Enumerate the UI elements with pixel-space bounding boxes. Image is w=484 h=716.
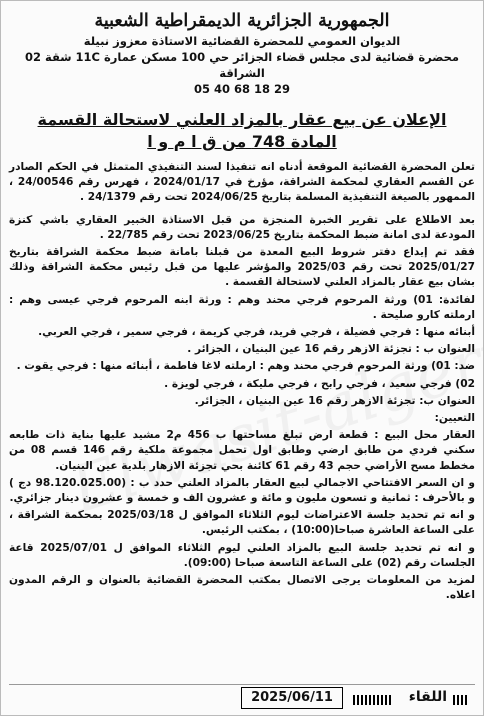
publication-date: 2025/06/11 xyxy=(241,687,343,709)
paragraph-property-description: العقار محل البيع : قطعة ارض تبلغ مساحتها ب 456 م2 مشيد عليها بناية ذات طابعه سكني فردي من طابق ارضي وطابق اول تحمل مجموعة ملكية رقم 146 قسم 08 من مخطط مسح الأراضي حجم 43 رقم 61 كائنة بحي تجزئة الازهار بلدية عين البنيان. xyxy=(9,429,475,472)
bailiff-address: محضرة قضائية لدى مجلس قضاء الجزائر حي 100 مسكن عمارة 11C شقة 02 الشراقة xyxy=(24,50,460,80)
paragraph-defendants-2: 02) فرجي سعيد ، فرجي رابح ، فرجي مليكة ، فرجي لويزة . xyxy=(164,377,475,390)
paragraph-designation-label: التعيين: xyxy=(434,412,475,425)
notice-header xyxy=(1,1,483,97)
decorative-bars xyxy=(453,695,469,705)
notice-footer xyxy=(9,684,475,709)
paragraph-defendants-address: العنوان ب: تجزئة الازهر رقم 16 عين البنيان ، الجزائر. xyxy=(194,394,475,407)
paragraph-opening-price: و ان السعر الافتتاحي الاجمالي لبيع العقار بالمزاد العلني حدد ب : (98.120.025.00 دج ) و بالأحرف : ثمانية و تسعون مليون و مائة و عشرون الف و خمسة و عشرون دينار جزائري. xyxy=(9,476,475,505)
paragraph-beneficiaries: لفائدة: 01) ورثة المرحوم فرجي محند وهم : ورثة ابنه المرحوم فرجي عيسى وهم : ارملته كارو صليحة . xyxy=(9,293,476,321)
decorative-bars xyxy=(353,695,393,705)
paragraph-contact-info: لمزيد من المعلومات يرجى الاتصال بمكتب المحضرة القضائية بالعنوان و الرقم المدون اعلاه. xyxy=(9,574,475,602)
bailiff-phone: 05 40 68 18 29 xyxy=(193,82,291,96)
announcement-title-line1: الإعلان عن بيع عقار بالمزاد العلني لاستحالة القسمة xyxy=(37,110,447,129)
paragraph-auction-session: و انه تم تحديد جلسة البيع بالمزاد العلني ليوم الثلاثاء الموافق ل 2025/07/01 قاعة الجلسات رقم (02) على الساعة التاسعة صباحا (09:00). xyxy=(9,541,475,569)
republic-title: الجمهورية الجزائرية الديمقراطية الشعبية xyxy=(94,11,390,31)
paragraph-beneficiaries-children: أبنائه منها : فرجي فضيلة ، فرجي فريد، فرجي كريمة ، فرجي سمير ، فرجي العربي. xyxy=(38,326,475,339)
paragraph-expert-report: بعد الاطلاع على تقرير الخبرة المنجزة من قبل الاستاذة الخبير العقاري باشي كنزة المودعة لدى امانة ضبط المحكمة بتاريخ 2023/06/25 تحت رقم 22/785 . xyxy=(9,213,475,241)
announcement-title-line2: المادة 748 من ق ا م و ا xyxy=(147,132,337,151)
paragraph-execution-title: تعلن المحضرة القضائية الموقعة أدناه انه تنفيذا لسند التنفيذي المتمثل في الحكم الصادر عن القسم العقاري لمحكمة الشراقة، مؤرخ في 2024/01/17 ، فهرس رقم 24/00546 ، الممهور بالصيغة التنفيذية المسلمة بتاريخ 2024/06/25 تحت رقم 24/1379 . xyxy=(9,161,475,204)
bailiff-office-name: الديوان العمومي للمحضرة القضائية الاستاذة معزوز نبيلة xyxy=(83,34,401,48)
paragraph-conditions-deposit: فقد تم إيداع دفتر شروط البيع المعدة من قبلنا بامانة ضبط محكمة الشراقة بتاريخ 2025/01/27 تحت رقم 2025/03 والمؤشر عليها من قبل رئيس محكمة الشراقة وذلك بشان بيع عقار بالمزاد العلني لاستحالة القسمة . xyxy=(9,246,475,289)
newspaper-name: اللقاء xyxy=(408,689,447,705)
paragraph-beneficiaries-address: العنوان ب : تجزئة الازهر رقم 16 عين البنيان ، الجزائر . xyxy=(187,343,475,356)
paragraph-defendants: ضد: 01) ورثة المرحوم فرجي محند وهم : ارملته لاغا فاطمة ، أبنائه منها : فرجي يقوت . xyxy=(16,360,475,373)
announcement-title xyxy=(1,109,483,153)
paragraph-objections-session: و انه تم تحديد جلسة الاعتراضات ليوم الثلاثاء الموافق ل 2025/03/18 بمحكمة الشراقة ، على الساعة العاشرة صباحا(10:00) ، بمكتب الرئيس. xyxy=(9,509,475,537)
